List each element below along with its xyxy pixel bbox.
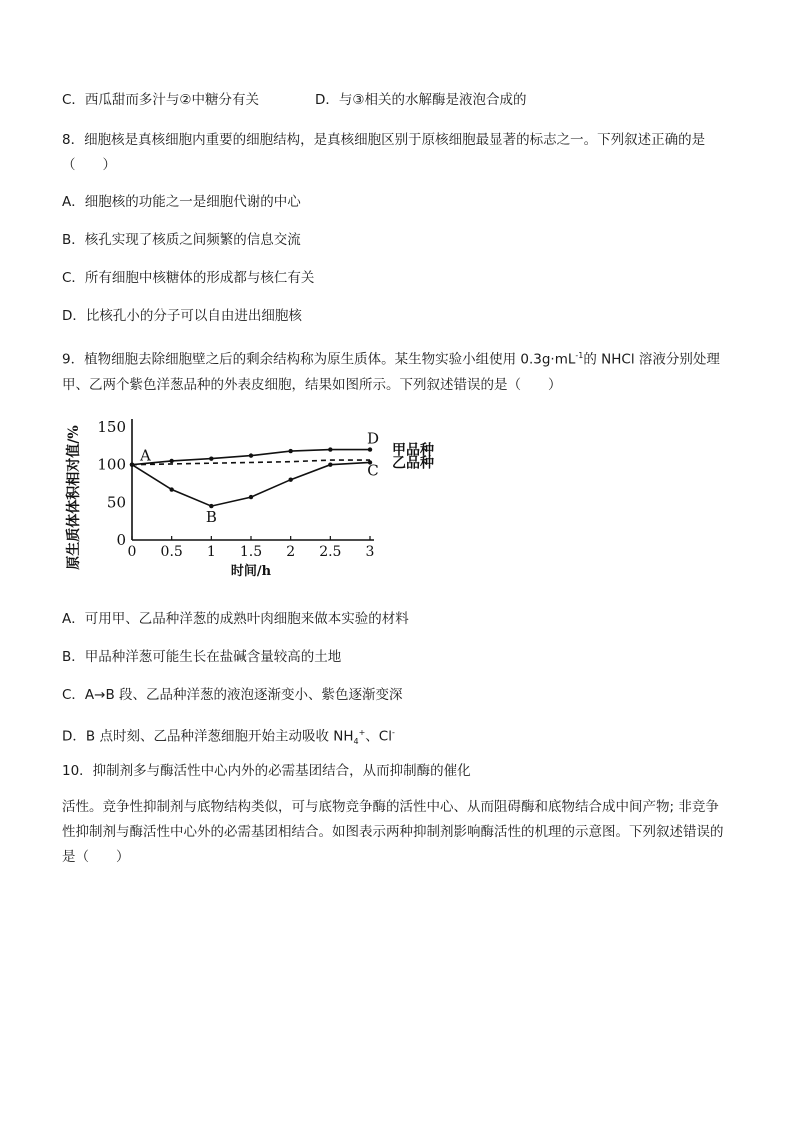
x-tick-label: 0.5 [160,544,183,560]
q9-option-d-sub: 4 [353,737,359,747]
q9-option-b: B．甲品种洋葱可能生长在盐碱含量较高的土地 [62,649,342,665]
x-tick-label: 1 [206,544,216,560]
x-tick-label: 2 [286,544,296,560]
data-point [288,478,292,482]
y-tick-label: 150 [97,418,126,436]
y-axis-label: 原生质体体积相对值/% [66,425,82,570]
point-label: A [140,446,151,465]
data-point [368,447,372,451]
q9-option-d-text: D．B 点时刻、乙品种洋葱细胞开始主动吸收 NH [62,728,354,745]
q8-option-a: A．细胞核的功能之一是细胞代谢的中心 [62,194,301,210]
q9-option-d-sup2: - [391,728,395,737]
q10-stem-line1: 10．抑制剂多与酶活性中心内外的必需基团结合，从而抑制酶的催化 [62,763,471,779]
q9-chart [60,405,440,590]
q9-option-d-text2: 、Cl [365,728,392,745]
q9-option-a: A．可用甲、乙品种洋葱的成熟叶肉细胞来做本实验的材料 [62,611,409,627]
series-label: 甲品种 [392,442,434,459]
q8-option-b: B．核孔实现了核质之间频繁的信息交流 [62,232,301,248]
data-point [249,495,253,499]
q8-stem: 8．细胞核是真核细胞内重要的细胞结构，是真核细胞区别于原核细胞最显著的标志之一。下列叙述正确的是（ ） [62,132,706,173]
y-tick-label: 50 [106,493,126,512]
q9-option-d [62,723,395,752]
chart-labels [139,430,434,526]
point-label: B [205,508,217,527]
data-point [249,453,253,457]
y-tick-label: 0 [116,531,126,549]
point-label: C [367,461,379,480]
x-axis-label: 时间/h [230,564,272,579]
data-point [169,487,173,491]
data-point [169,459,173,463]
q7-option-d: D．与③相关的水解酶是液泡合成的 [315,92,527,108]
x-tick-label: 2.5 [319,544,342,560]
series-label: 乙品种 [392,455,434,472]
q8-option-c: C．所有细胞中核糖体的形成都与核仁有关 [62,270,315,286]
q10-stem-rest: 活性。竞争性抑制剂与底物结构类似，可与底物竞争酶的活性中心、从而阻碍酶和底物结合成中间产物; 非竞争性抑制剂与酶活性中心外的必需基团相结合。如图表示两种抑制剂影响酶活性的机理的示意图。下列叙述错误的是（ ） [62,799,724,865]
q9-stem [62,343,732,398]
data-point [209,456,213,460]
chart-series [130,447,372,508]
x-tick-label: 3 [365,544,375,560]
data-point [328,462,332,466]
q8-option-d: D．比核孔小的分子可以自由进出细胞核 [62,308,302,324]
x-tick-label: 1.5 [239,544,263,560]
y-tick-label: 100 [97,455,126,474]
point-label: D [366,429,380,448]
q7-option-c: C．西瓜甜而多汁与②中糖分有关 [62,92,260,108]
data-point [288,449,292,453]
x-tick-label: 0 [127,544,137,560]
chart-axes [65,418,374,579]
q9-option-c: C．A→B 段、乙品种洋葱的液泡逐渐变小、紫色逐渐变深 [62,687,403,703]
q9-stem-part2: 的 NHCl 溶液分别处理甲、乙两个紫色洋葱品种的外表皮细胞，结果如图所示。下列叙述错误的是（ ） [62,351,720,393]
q9-stem-sup: -1 [575,351,584,360]
q9-option-d-sup1: + [358,728,366,737]
data-point [328,447,332,451]
q9-stem-part1: 9．植物细胞去除细胞壁之后的剩余结构称为原生质体。某生物实验小组使用 0.3g·mL [62,351,576,368]
series-line [132,462,370,506]
